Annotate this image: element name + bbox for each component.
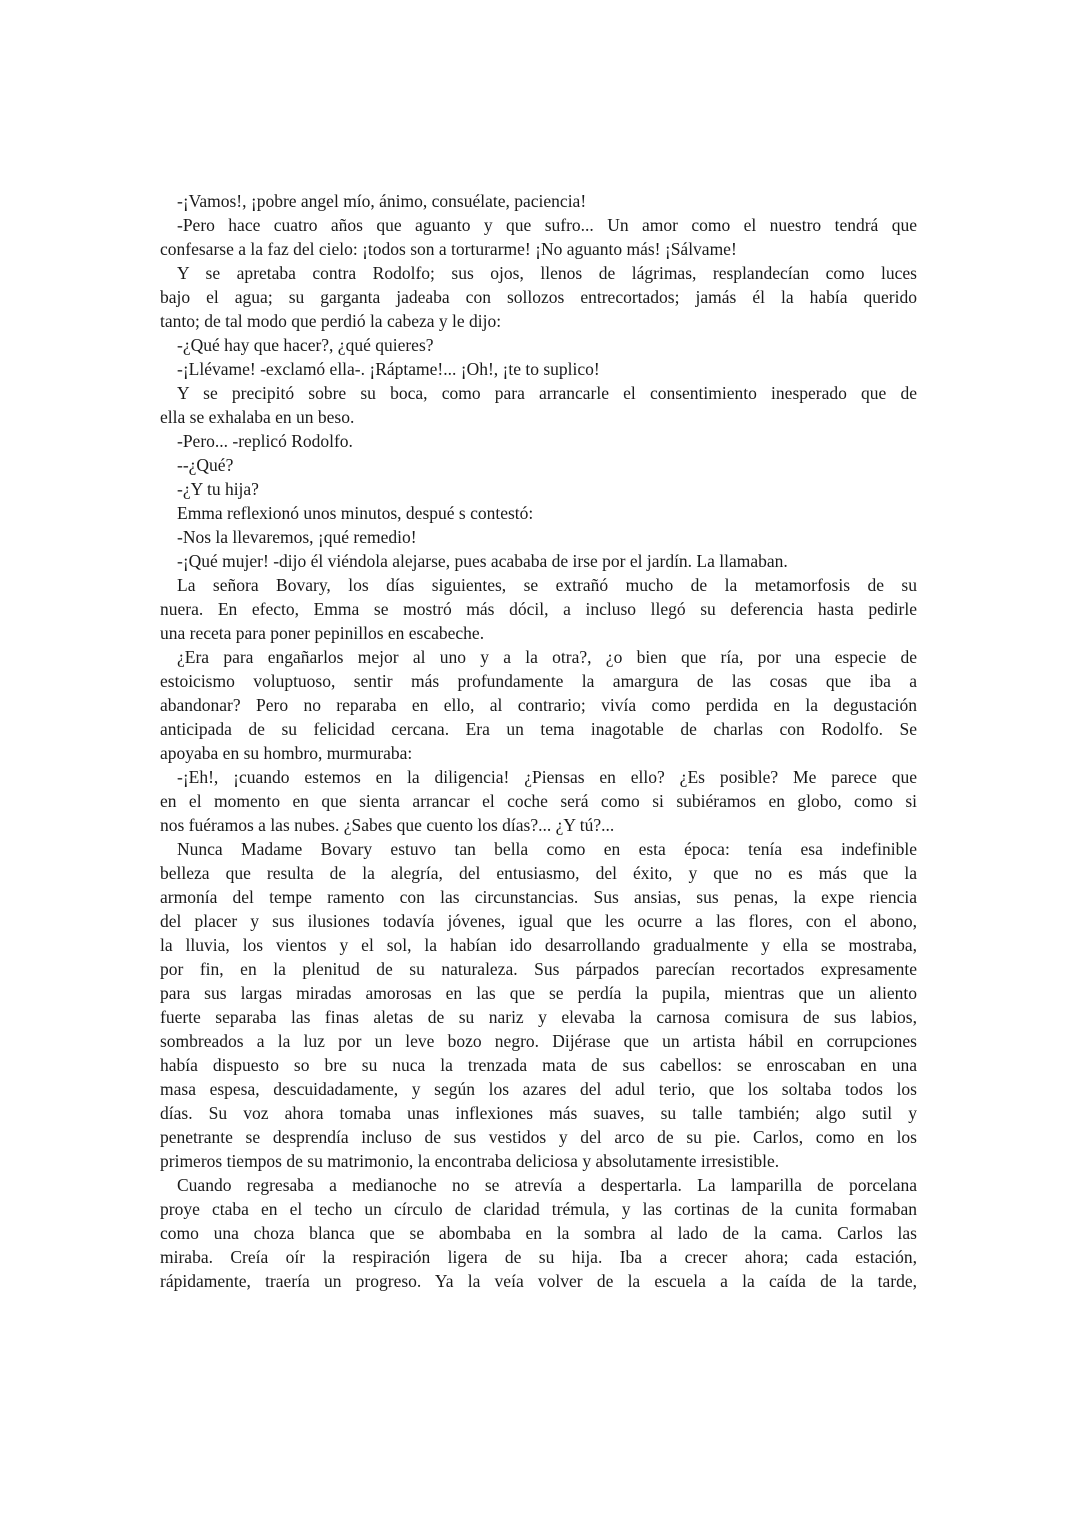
text-line: miraba. Creía oír la respiración ligera de su hija. Iba a crecer ahora; cada estación, <box>160 1247 917 1267</box>
text-line: penetrante se desprendía incluso de sus vestidos y del arco de su pie. Carlos, como en los <box>160 1127 917 1147</box>
text-line: proye ctaba en el techo un círculo de claridad trémula, y las cortinas de la cunita formaban <box>160 1199 917 1219</box>
text-line: como una choza blanca que se abombaba en la sombra al lado de la cama. Carlos las <box>160 1223 917 1243</box>
text-line: -Nos la llevaremos, ¡qué remedio! <box>177 527 417 547</box>
text-line: por fin, en la plenitud de su naturaleza. Sus párpados parecían recortados expresamente <box>160 959 917 979</box>
paragraph <box>160 765 917 837</box>
text-line: -¡Eh!, ¡cuando estemos en la diligencia! ¿Piensas en ello? ¿Es posible? Me parece que <box>177 767 917 787</box>
paragraph <box>160 453 917 477</box>
text-line: Emma reflexionó unos minutos, despué s contestó: <box>177 503 534 523</box>
text-line: --¿Qué? <box>177 455 234 475</box>
paragraph <box>160 549 917 573</box>
paragraph <box>160 837 917 1173</box>
paragraph <box>160 261 917 333</box>
text-line: La señora Bovary, los días siguientes, se extrañó mucho de la metamorfosis de su <box>177 575 917 595</box>
paragraph <box>160 645 917 765</box>
paragraph <box>160 429 917 453</box>
text-line: armonía del tempe ramento con las circunstancias. Sus ansias, sus penas, la expe riencia <box>160 887 917 907</box>
text-line: ella se exhalaba en un beso. <box>160 407 355 427</box>
text-line: abandonar? Pero no reparaba en ello, al contrario; vivía como perdida en la degustación <box>160 695 917 715</box>
text-line: confesarse a la faz del cielo: ¡todos son a torturarme! ¡No aguanto más! ¡Sálvame! <box>160 239 737 259</box>
text-line: fuerte separaba las finas aletas de su nariz y elevaba la carnosa comisura de sus labios, <box>160 1007 917 1027</box>
text-line: una receta para poner pepinillos en escabeche. <box>160 623 485 643</box>
text-line: tanto; de tal modo que perdió la cabeza y le dijo: <box>160 311 502 331</box>
text-line: -¡Qué mujer! -dijo él viéndola alejarse, pues acababa de irse por el jardín. La llamaban. <box>177 551 788 571</box>
text-line: nuera. En efecto, Emma se mostró más dócil, a incluso llegó su deferencia hasta pedirle <box>160 599 917 619</box>
text-line: masa espesa, descuidadamente, y según los azares del adul terio, que los soltaba todos los <box>160 1079 917 1099</box>
text-line: apoyaba en su hombro, murmuraba: <box>160 743 413 763</box>
paragraph <box>160 333 917 357</box>
text-line: belleza que resulta de la alegría, del entusiasmo, del éxito, y que no es más que la <box>160 863 917 883</box>
paragraph <box>160 189 917 213</box>
text-line: Nunca Madame Bovary estuvo tan bella como en esta época: tenía esa indefinible <box>177 839 917 859</box>
text-line: -Pero... -replicó Rodolfo. <box>177 431 353 451</box>
text-line: nos fuéramos a las nubes. ¿Sabes que cuento los días?... ¿Y tú?... <box>160 815 615 835</box>
text-line: Y se apretaba contra Rodolfo; sus ojos, llenos de lágrimas, resplandecían como luces <box>177 263 917 283</box>
text-line: la lluvia, los vientos y el sol, la habían ido desarrollando gradualmente y ella se mostraba, <box>160 935 917 955</box>
paragraph <box>160 573 917 645</box>
paragraph <box>160 1173 917 1293</box>
text-line: ¿Era para engañarlos mejor al uno y a la otra?, ¿o bien que ría, por una especie de <box>177 647 917 667</box>
text-line: para sus largas miradas amorosas en las que se perdía la pupila, mientras que un aliento <box>160 983 917 1003</box>
text-block <box>160 189 917 1293</box>
paragraph <box>160 477 917 501</box>
text-line: sombreados a la luz por un leve bozo negro. Dijérase que un artista hábil en corrupciones <box>160 1031 917 1051</box>
paragraph <box>160 525 917 549</box>
text-line: -¿Y tu hija? <box>177 479 259 499</box>
text-line: -¡Llévame! -exclamó ella-. ¡Ráptame!... ¡Oh!, ¡te to suplico! <box>177 359 600 379</box>
text-line: primeros tiempos de su matrimonio, la encontraba deliciosa y absolutamente irresistible. <box>160 1151 780 1171</box>
paragraph <box>160 501 917 525</box>
paragraph <box>160 357 917 381</box>
text-line: anticipada de su felicidad cercana. Era un tema inagotable de charlas con Rodolfo. Se <box>160 719 917 739</box>
text-line: Cuando regresaba a medianoche no se atrevía a despertarla. La lamparilla de porcelana <box>177 1175 917 1195</box>
text-line: -Pero hace cuatro años que aguanto y que sufro... Un amor como el nuestro tendrá que <box>177 215 917 235</box>
text-line: -¿Qué hay que hacer?, ¿qué quieres? <box>177 335 434 355</box>
text-line: había dispuesto so bre su nuca la trenzada mata de sus cabellos: se enroscaban en una <box>160 1055 917 1075</box>
paragraph <box>160 213 917 261</box>
text-line: días. Su voz ahora tomaba unas inflexiones más suaves, su talle también; algo sutil y <box>160 1103 917 1123</box>
text-line: bajo el agua; su garganta jadeaba con sollozos entrecortados; jamás él la había querido <box>160 287 917 307</box>
text-line: del placer y sus ilusiones todavía jóvenes, igual que les ocurre a las flores, con el abono, <box>160 911 917 931</box>
text-line: Y se precipitó sobre su boca, como para arrancarle el consentimiento inesperado que de <box>177 383 917 403</box>
text-line: -¡Vamos!, ¡pobre angel mío, ánimo, consuélate, paciencia! <box>177 191 587 211</box>
text-line: estoicismo voluptuoso, sentir más profundamente la amargura de las cosas que iba a <box>160 671 917 691</box>
text-line: en el momento en que sienta arrancar el coche será como si subiéramos en globo, como si <box>160 791 917 811</box>
text-line: rápidamente, traería un progreso. Ya la veía volver de la escuela a la caída de la tarde, <box>160 1271 917 1291</box>
paragraph <box>160 381 917 429</box>
